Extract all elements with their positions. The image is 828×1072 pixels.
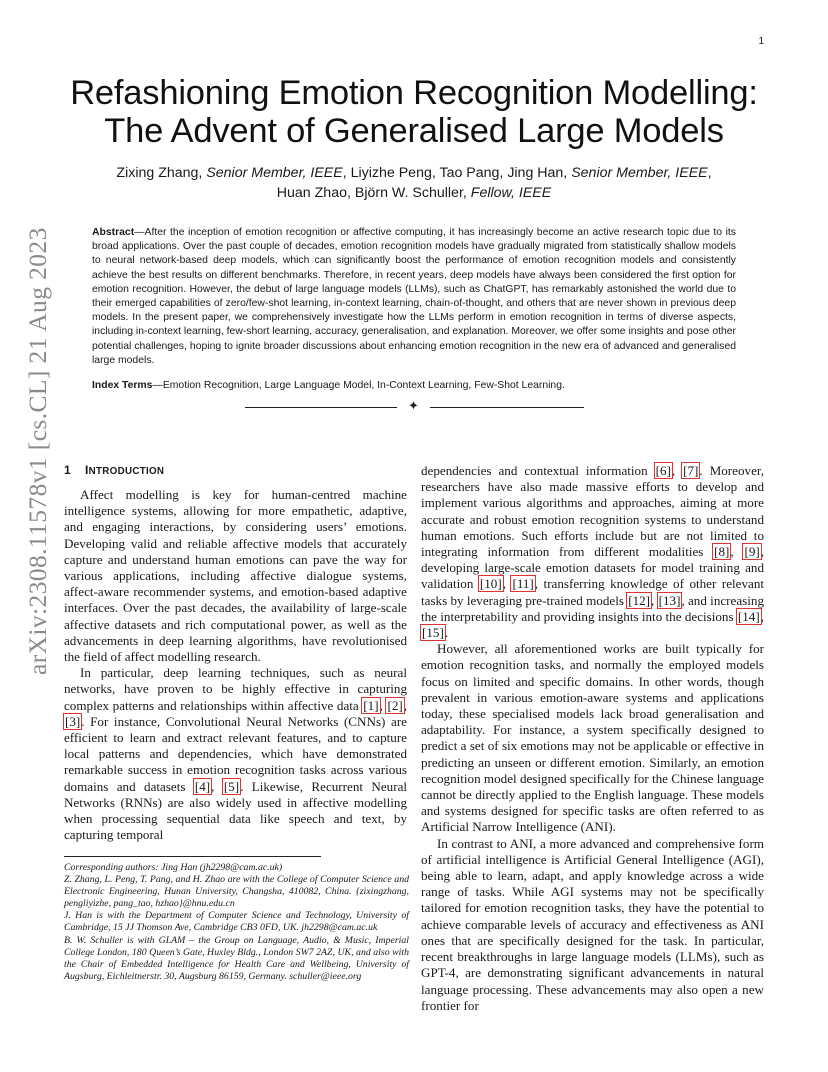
footnote: J. Han is with the Department of Computer Science and Technology, University of Cambridge, 15 JJ Thomson Ave, Cambridge CB3 0FD, UK. jh2298@cam.ac.uk bbox=[64, 910, 409, 934]
left-column bbox=[64, 487, 407, 843]
index-terms bbox=[92, 379, 736, 393]
footnote: Z. Zhang, L. Peng, T. Pang, and H. Zhao are with the College of Computer Science and Electronic Engineering, Hunan University, Changsha, 410082, China. {zixingzhang, pengliyizhe, pang_tao, hzhao}@hnu.edu.cn bbox=[64, 874, 409, 910]
citation-link[interactable]: [9] bbox=[744, 544, 760, 560]
citation-link[interactable]: [8] bbox=[714, 544, 730, 560]
title-line-2: The Advent of Generalised Large Models bbox=[104, 112, 724, 150]
citation-link[interactable]: [6] bbox=[655, 463, 671, 478]
abstract bbox=[92, 226, 736, 368]
divider-diamond-icon: ✦ bbox=[408, 398, 419, 413]
arxiv-stamp: arXiv:2308.11578v1 [cs.CL] 21 Aug 2023 bbox=[23, 227, 52, 675]
title-line-1: Refashioning Emotion Recognition Modelling: bbox=[70, 74, 758, 112]
footnote-rule bbox=[64, 856, 321, 857]
paper-title bbox=[0, 74, 828, 150]
footnote: Corresponding authors: Jing Han (jh2298@cam.ac.uk) bbox=[64, 862, 283, 873]
paragraph: Affect modelling is key for human-centred machine intelligence systems, allowing for more empathetic, adaptive, and engaging interactions, by considering users’ emotions. Developing valid and reliable affective models that accurately capture and understand human emotions can pave the way for various applications, including affective dialogue systems, affect-aware recommender systems, and emotion-based adaptive interfaces. Over the past decades, the availability of large-scale affective datasets and rich computational power, as well as the advancements in deep learning algorithms, have revolutionised the field of affect modelling research. bbox=[64, 487, 407, 665]
citation-link[interactable]: [1] bbox=[363, 697, 379, 713]
citation-link[interactable]: [2] bbox=[387, 697, 403, 713]
author-line-1: Zixing Zhang, Senior Member, IEEE, Liyizhe Peng, Tao Pang, Jing Han, Senior Member, IEEE, bbox=[116, 165, 712, 181]
citation-link[interactable]: [7] bbox=[683, 463, 699, 478]
paragraph: In contrast to ANI, a more advanced and comprehensive form of artificial intelligence is Artificial General Intelligence (AGI), being able to learn, adapt, and apply knowledge across a wide range of tasks. While AGI systems may not be specifically tailored for emotion recognition tasks, they have the potential to achieve comparable levels of accuracy and effectiveness as ANI ones that are specifically designed for the task. In particular, recent breakthroughs in large language models (LLMs), such as GPT-4, are demonstrating significant advancements in natural language processing. These advancements may also open a new frontier for bbox=[421, 835, 764, 1013]
index-terms-label: Index Terms bbox=[92, 380, 153, 391]
paragraph: In particular, deep learning techniques, such as neural networks, have proven to be highly effective in capturing complex patterns and relationships within affective data [1], [2], [3]. For instance, Convolutional Neural Networks (CNNs) are efficient to learn and extract relevant features, and to capture local patterns and dependencies, which have demonstrated remarkable success in emotion recognition tasks across various domains and datasets [4], [5]. Likewise, Recurrent Neural Networks (RNNs) are also widely used in affective modelling when processing sequential data like speech and text, by capturing temporal bbox=[64, 665, 408, 843]
abstract-label: Abstract bbox=[92, 227, 135, 238]
divider-rule-right bbox=[430, 407, 584, 408]
paragraph: However, all aforementioned works are built typically for emotion recognition tasks, and normally the employed models focus on limited and specific domains. In other words, though prevalent in various emotion-aware systems and applications today, these specialised models lack broad generalisation and adaptability. For instance, a system specifically designed to predict a set of six emotions may not be applicable or effective in predicting an unseen or different emotion. Similarly, an emotion recognition model designed specifically for the Chinese language cannot be directly applied to the English language. These models and systems designed for specific tasks are often referred to as Artificial Narrow Intelligence (ANI). bbox=[421, 641, 764, 835]
section-heading: 1 INTRODUCTION bbox=[64, 463, 165, 477]
footnotes bbox=[64, 862, 409, 983]
citation-link[interactable]: [14] bbox=[737, 608, 760, 624]
abstract-text: —After the inception of emotion recognition or affective computing, it has increasingly become an active research topic due to its broad applications. Over the past couple of decades, emotion recognition models have gradually migrated from statistically shallow models to neural network-based deep models, which can significantly boost the performance of emotion recognition models and consistently achieve the best results on different benchmarks. Therefore, in recent years, deep models have always been considered the first option for emotion recognition. However, the debut of large language models (LLMs), such as ChatGPT, has remarkably astonished the world due to their emerged capabilities of zero/few-shot learning, in-context learning, chain-of-thought, and others that are never shown in previous deep models. In the present paper, we comprehensively investigate how the LLMs perform in emotion recognition in terms of diverse aspects, including in-context learning, few-short learning, accuracy, generalisation, and explanation. Moreover, we offer some insights and pose other potential challenges, hoping to ignite broader discussions about enhancing emotion recognition in the new era of advanced and generalised large models. bbox=[92, 227, 736, 366]
citation-link[interactable]: [11] bbox=[512, 576, 534, 592]
divider-rule-left bbox=[245, 407, 397, 408]
index-terms-text: —Emotion Recognition, Large Language Model, In-Context Learning, Few-Shot Learning. bbox=[152, 380, 565, 391]
citation-link[interactable]: [5] bbox=[223, 778, 240, 794]
author-list bbox=[0, 163, 828, 203]
author-line-2: Huan Zhao, Björn W. Schuller, Fellow, IEEE bbox=[276, 185, 552, 201]
citation-link[interactable]: [12] bbox=[628, 592, 651, 608]
citation-link[interactable]: [4] bbox=[194, 778, 211, 794]
citation-link[interactable]: [15] bbox=[422, 625, 444, 641]
footnote: B. W. Schuller is with GLAM – the Group on Language, Audio, & Music, Imperial College London, 180 Queen’s Gate, Huxley Bldg., London SW7 2AZ, UK, and also with the Chair of Embedded Intelligence for Health Care and Wellbeing, University of Augsburg, Eichleitnerstr. 30, Augsburg 86159, Germany. schuller@ieee.org bbox=[64, 934, 409, 982]
right-column bbox=[421, 463, 764, 1014]
citation-link[interactable]: [10] bbox=[479, 576, 502, 592]
paragraph: dependencies and contextual information [6], [7]. Moreover, researchers have also made massive efforts to develop and implement various algorithms and approaches, aiming at more accurate and robust emotion recognition systems to understand human emotions. Such efforts include but are not limited to integrating information from different modalities [8], [9], developing large-scale emotion datasets for model training and validation [10], [11], transferring knowledge of other relevant tasks by leveraging pre-trained models [12], [13], and increasing the interpretability and providing insights into the decisions [14], [15]. bbox=[421, 463, 765, 641]
section-number: 1 bbox=[64, 463, 71, 477]
citation-link[interactable]: [13] bbox=[658, 592, 681, 608]
page-number: 1 bbox=[758, 36, 764, 47]
citation-link[interactable]: [3] bbox=[65, 713, 81, 729]
